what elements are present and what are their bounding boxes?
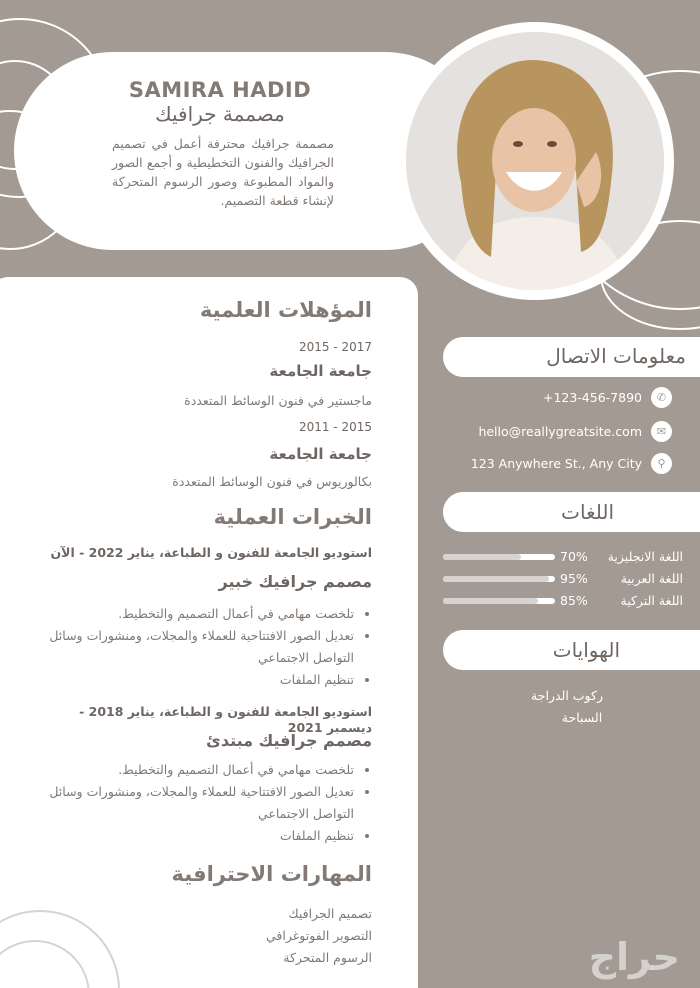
experience-duties [12,759,372,847]
email-address[interactable]: hello@reallygreatsite.com [478,424,642,439]
language-name: اللغة التركية [620,593,683,608]
location-pin-icon: ⚲ [651,453,672,474]
contact-email-row [440,421,672,445]
language-percent: 95% [560,571,588,586]
experience-job-title: مصمم جرافيك مبتدئ [206,731,372,750]
language-percent: 85% [560,593,588,608]
contact-address-row [440,453,672,477]
language-bar-fill [443,554,521,560]
phone-number[interactable]: +123-456-7890 [542,390,642,405]
experience-title: الخبرات العملية [213,505,372,529]
phone-icon: ✆ [651,387,672,408]
hobby-item: ركوب الدراجة [531,688,603,703]
language-percent: 70% [560,549,588,564]
skill-item: التصوير الفوتوغرافي [266,928,372,943]
skills-title: المهارات الاحترافية [171,862,372,886]
duty-item: • تعديل الصور الافتتاحية للعملاء والمجلات، ومنشورات وسائل التواصل الاجتماعي [12,781,354,825]
address: 123 Anywhere St., Any City [470,456,642,471]
education-date: 2011 - 2015 [298,420,372,434]
profile-photo [406,32,664,290]
language-name: اللغة الانجليزية [607,549,683,564]
education-title: المؤهلات العلمية [199,298,372,322]
duty-item: • تنظيم الملفات [12,825,354,847]
language-bar-fill [443,576,549,582]
education-date: 2015 - 2017 [298,340,372,354]
language-bar-fill [443,598,538,604]
experience-job-title: مصمم جرافيك خبير [218,572,372,591]
language-bar [443,598,555,604]
language-bar [443,576,555,582]
profile-summary: مصممة جرافيك محترفة أعمل في تصميم الجرافيك والفنون التخطيطية و أجمع الصور والمواد المطبوعة وصور الرسوم المتحركة لإنشاء قطعة التصميم. [112,136,334,208]
language-bar [443,554,555,560]
experience-studio: استوديو الجامعة للفنون و الطباعة، يناير 2018 - ديسمبر 2021 [79,704,372,735]
language-row [440,547,685,567]
language-row [440,591,685,611]
skill-item: تصميم الجرافيك [288,906,372,921]
experience-studio: استوديو الجامعة للفنون و الطباعة، يناير 2022 - الآن [50,545,372,560]
watermark-logo: حراج [588,935,680,979]
hobbies-title: الهوايات [552,638,620,662]
education-degree: بكالوريوس في فنون الوسائط المتعددة [172,474,372,489]
duty-item: • تعديل الصور الافتتاحية للعملاء والمجلات، ومنشورات وسائل التواصل الاجتماعي [12,625,354,669]
experience-duties [12,603,372,691]
education-university: جامعة الجامعة [269,445,372,463]
contact-phone-row [440,387,672,411]
duty-item: • تنظيم الملفات [12,669,354,691]
skill-item: الرسوم المتحركة [283,950,372,965]
languages-title: اللغات [561,500,614,524]
duty-item: • تلخصت مهامي في أعمال التصميم والتخطيط. [12,603,354,625]
duty-item: • تلخصت مهامي في أعمال التصميم والتخطيط. [12,759,354,781]
education-university: جامعة الجامعة [269,362,372,380]
hobby-item: السباحة [561,710,603,725]
skills-list [266,903,372,969]
candidate-role: مصممة جرافيك [155,102,285,126]
contact-title: معلومات الاتصال [546,344,686,368]
language-name: اللغة العربية [620,571,683,586]
education-degree: ماجستير في فنون الوسائط المتعددة [184,393,372,408]
candidate-name: SAMIRA HADID [128,78,312,102]
mail-icon: ✉ [651,421,672,442]
language-row [440,569,685,589]
